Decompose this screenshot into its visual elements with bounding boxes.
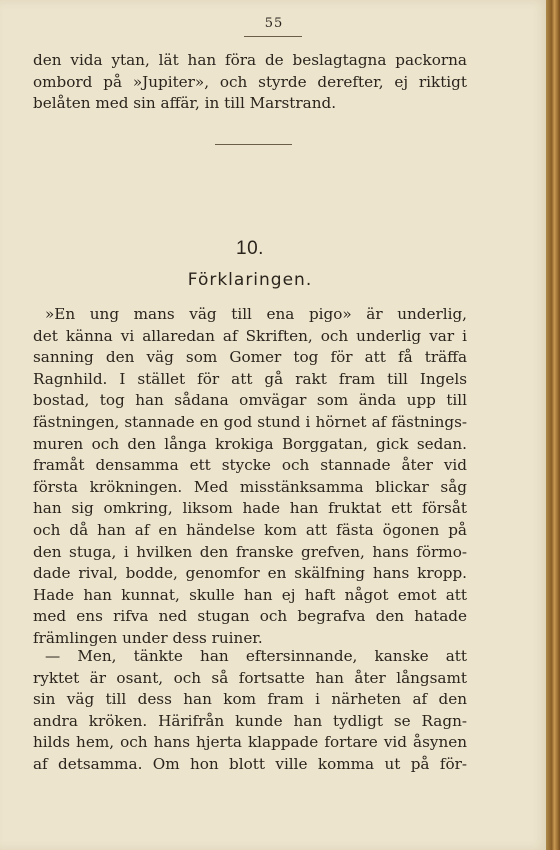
- page-number-rule: [244, 36, 302, 37]
- text-line: den stuga, i hvilken den franske grefven, hans förmo-: [33, 542, 467, 561]
- chapter-number: 10.: [236, 238, 264, 259]
- text-line: framåt densamma ett stycke och stannade åter vid: [33, 456, 467, 475]
- paragraph-1: [33, 304, 467, 650]
- text-line: första krökningen. Med misstänksamma blickar såg: [33, 477, 467, 496]
- text-line: han sig omkring, liksom hade han fruktat ett försåt: [33, 499, 467, 518]
- text-line: sin väg till dess han kom fram i närheten af den: [33, 690, 467, 709]
- page-number: 55: [264, 16, 284, 31]
- text-line: muren och den långa krokiga Borggatan, gick sedan.: [33, 434, 467, 453]
- text-line: dade rival, bodde, genomfor en skälfning hans kropp.: [33, 564, 467, 583]
- text-line: främlingen under dess ruiner.: [33, 628, 263, 647]
- book-edge: [546, 0, 560, 850]
- chapter-title: Förklaringen.: [187, 270, 313, 290]
- text-line: af detsamma. Om hon blott ville komma ut på för-: [33, 754, 467, 773]
- text-line: ryktet är osant, och så fortsatte han åter långsamt: [33, 668, 467, 687]
- text-line: med ens rifva ned stugan och begrafva den hatade: [33, 607, 467, 626]
- text-line: Ragnhild. I stället för att gå rakt fram till Ingels: [33, 369, 467, 388]
- text-line: »En ung mans väg till ena pigo» är underlig,: [45, 305, 467, 323]
- text-line: hilds hem, och hans hjerta klappade fortare vid åsynen: [33, 733, 467, 752]
- text-line: Hade han kunnat, skulle han ej haft något emot att: [33, 585, 467, 604]
- text-line: den vida ytan, lät han föra de beslagtagna packorna: [33, 51, 467, 69]
- text-line: belåten med sin affär, in till Marstrand.: [33, 94, 337, 113]
- text-line: det känna vi allaredan af Skriften, och underlig var i: [33, 326, 467, 345]
- text-line: och då han af en händelse kom att fästa ögonen på: [33, 520, 467, 539]
- text-line: — Men, tänkte han eftersinnande, kanske att: [45, 647, 467, 665]
- section-separator: [215, 144, 292, 145]
- text-line: sanning den väg som Gomer tog för att få träffa: [33, 348, 467, 367]
- text-line: ombord på »Jupiter», och styrde derefter, ej riktigt: [33, 72, 467, 91]
- text-line: andra kröken. Härifrån kunde han tydligt se Ragn-: [33, 711, 467, 730]
- paragraph-2: [33, 646, 467, 776]
- text-line: bostad, tog han sådana omvägar som ända upp till: [33, 391, 467, 410]
- opening-text: [33, 50, 467, 115]
- text-line: fästningen, stannade en god stund i hörnet af fästnings-: [33, 412, 467, 431]
